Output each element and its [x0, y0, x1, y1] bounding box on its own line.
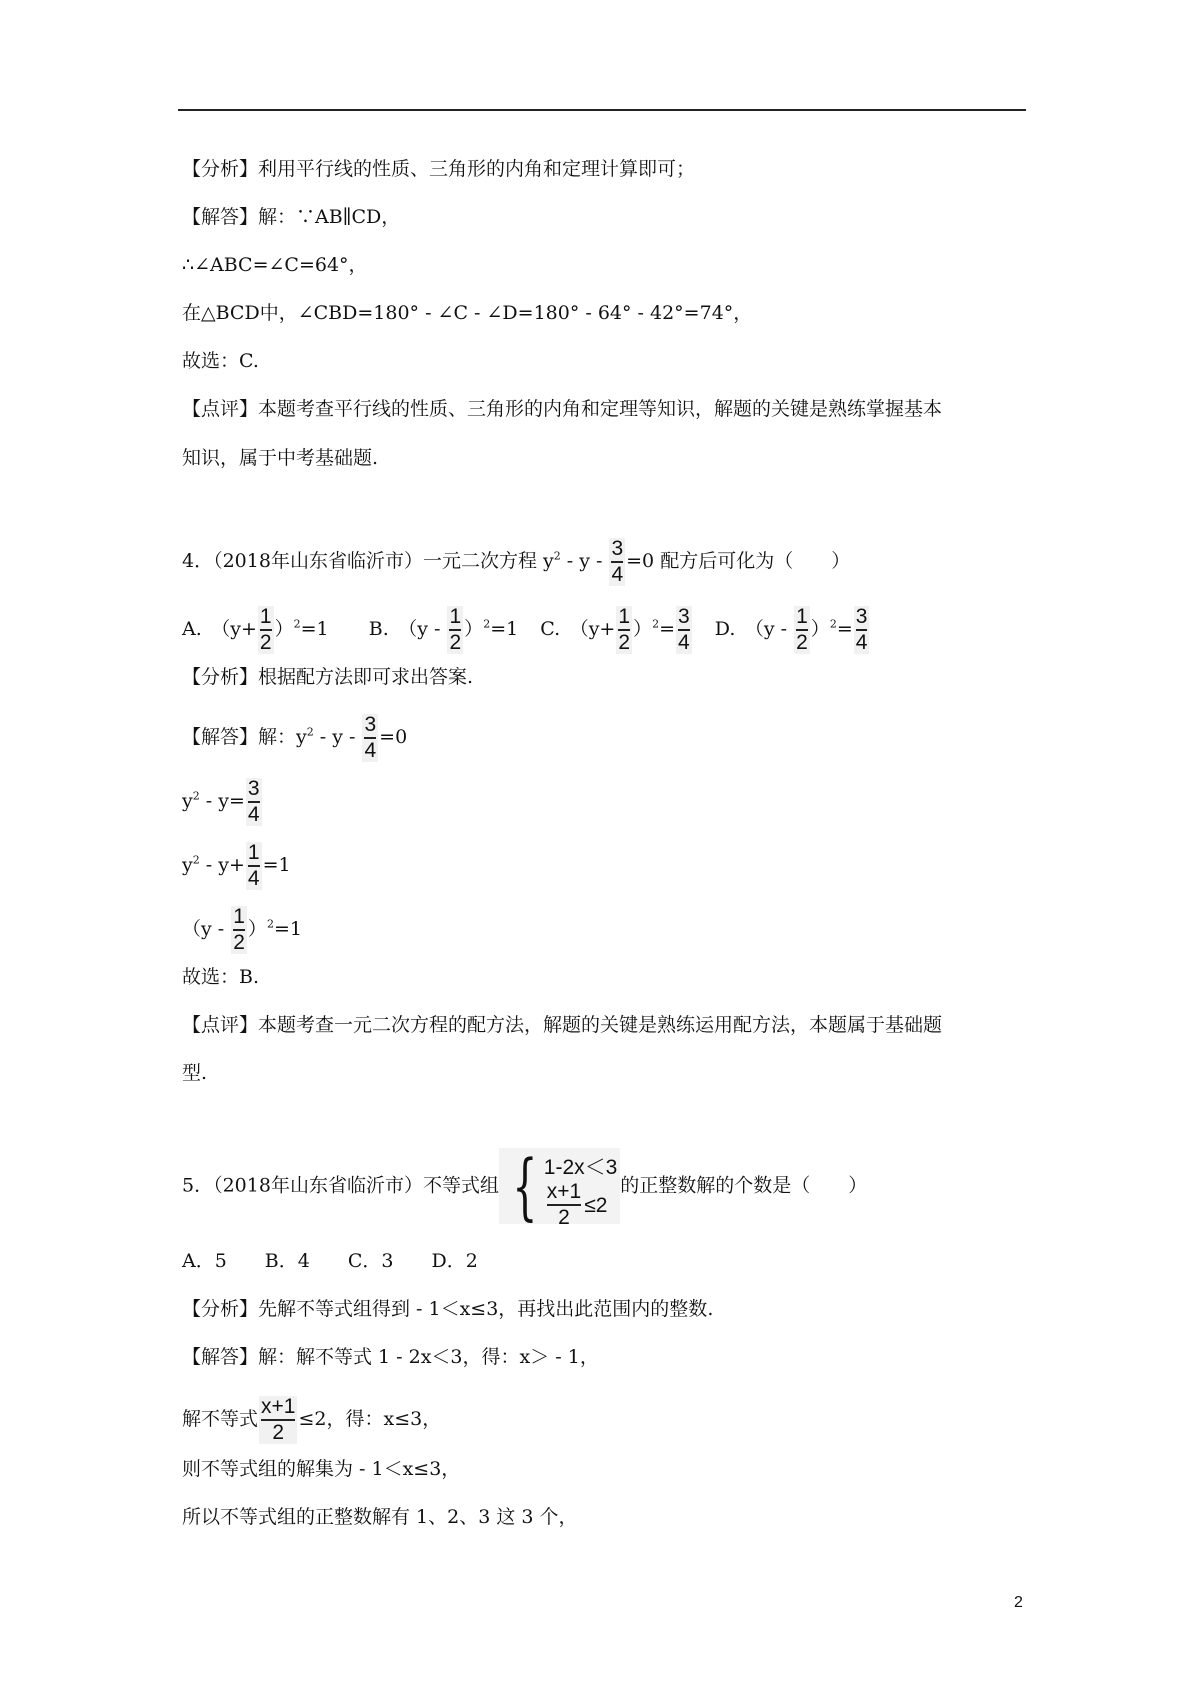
q3-comment-line-2: 知识，属于中考基础题.	[182, 447, 379, 469]
q4-analysis: 【分析】根据配方法即可求出答案.	[182, 666, 474, 688]
q4-options	[182, 606, 870, 654]
q5-solution-line-3: 则不等式组的解集为 - 1＜x≤3，	[182, 1458, 461, 1480]
q4-solution-line-2: $y^2 - y=$ $\frac{3}{4}$	[182, 777, 260, 827]
q4-option-c: C. （y+ $\frac{1}{2}$ ）$^2$= $\frac{3}{4}$	[540, 605, 690, 655]
inequality-system: { 1-2x＜3 $\frac{x+1}{2}$ ≤2	[499, 1148, 620, 1224]
q4-solution-line-4: （y - $\frac{1}{2}$ ）$^2$=1	[182, 905, 302, 955]
q4-answer: 故选：B.	[182, 966, 260, 988]
q5-solution-line-1: 【解答】解：解不等式 1 - 2x＜3，得：x＞ - 1，	[182, 1346, 599, 1368]
q4-comment-line-1: 【点评】本题考查一元二次方程的配方法，解题的关键是熟练运用配方法，本题属于基础题	[182, 1014, 943, 1036]
q3-comment-line-1: 【点评】本题考查平行线的性质、三角形的内角和定理等知识，解题的关键是熟练掌握基本	[182, 398, 943, 420]
q3-solution-line-2: ∴∠ABC=∠C=64°，	[182, 254, 368, 276]
q4-stem: 4．（2018年山东省临沂市）一元二次方程 $y^2$ - y - $\frac{3}{4}$ =0 配方后可化为（ ）	[182, 537, 851, 587]
q5-options: A．5 B．4 C．3 D．2	[182, 1250, 478, 1272]
q4-comment-line-2: 型.	[182, 1062, 208, 1084]
q4-option-a: A. （y+ $\frac{1}{2}$ ）$^2$=1	[182, 605, 329, 655]
q4-solution-line-3: $y^2 - y+$ $\frac{1}{4}$ =1	[182, 841, 291, 891]
q3-solution-line-1: 【解答】解：∵AB∥CD，	[182, 206, 401, 228]
q3-solution-line-3: 在△BCD中，∠CBD=180° - ∠C - ∠D=180° - 64° - 42°=74°，	[182, 302, 753, 324]
q4-option-d: D. （y - $\frac{1}{2}$ ）$^2$= $\frac{3}{4}$	[714, 605, 868, 655]
header-rule	[178, 109, 1026, 111]
q3-answer: 故选：C.	[182, 350, 259, 372]
q5-stem: 5．（2018年山东省临沂市）不等式组 { 1-2x＜3 $\frac{x+1}{2}$ ≤2 的正整数解的个数是（ ）	[182, 1144, 868, 1229]
fraction-three-quarters: $\frac{3}{4}$	[611, 537, 624, 587]
page-number: 2	[1014, 1594, 1023, 1611]
q5-solution-line-4: 所以不等式组的正整数解有 1、2、3 这 3 个，	[182, 1506, 578, 1528]
q5-solution-line-2: 解不等式 $\frac{x+1}{2}$ ≤2，得：x≤3，	[182, 1395, 442, 1445]
q4-option-b: B. （y - $\frac{1}{2}$ ）$^2$=1	[368, 605, 519, 655]
q4-solution-line-1: 【解答】解：$y^2$ - y - $\frac{3}{4}$ =0	[182, 713, 408, 763]
q3-analysis: 【分析】利用平行线的性质、三角形的内角和定理计算即可；	[182, 158, 696, 180]
q5-analysis: 【分析】先解不等式组得到 - 1＜x≤3，再找出此范围内的整数.	[182, 1298, 714, 1320]
